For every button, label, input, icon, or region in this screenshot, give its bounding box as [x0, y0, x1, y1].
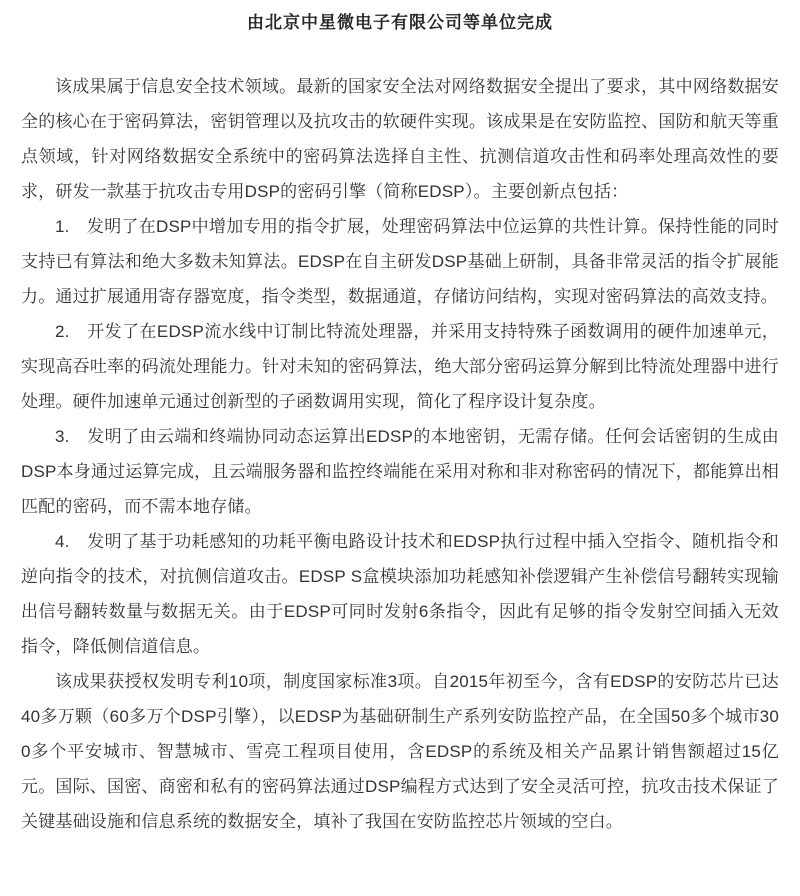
paragraph-summary: 该成果获授权发明专利10项，制度国家标准3项。自2015年初至今，含有EDSP的安防芯片已达40多万颗（60多万个DSP引擎），以EDSP为基础研制生产系列安防监控产品，在全国50多个城市300多个平安城市、智慧城市、雪亮工程项目使用，含EDSP的系统及相关产品累计销售额超过15亿元。国际、国密、商密和私有的密码算法通过DSP编程方式达到了安全灵活可控，抗攻击技术保证了关键基础设施和信息系统的数据安全，填补了我国在安防监控芯片领域的空白。	[21, 672, 779, 831]
paragraph-intro: 该成果属于信息安全技术领域。最新的国家安全法对网络数据安全提出了要求，其中网络数据安全的核心在于密码算法，密钥管理以及抗攻击的软硬件实现。该成果是在安防监控、国防和航天等重点领域，针对网络数据安全系统中的密码算法选择自主性、抗测信道攻击性和码率处理高效性的要求，研发一款基于抗攻击专用DSP的密码引擎（简称EDSP）。主要创新点包括：	[21, 77, 779, 201]
page-title: 由北京中星微电子有限公司等单位完成	[247, 13, 553, 32]
document-page	[0, 13, 800, 896]
paragraph-point-1: 1. 发明了在DSP中增加专用的指令扩展，处理密码算法中位运算的共性计算。保持性能的同时支持已有算法和绝大多数未知算法。EDSP在自主研发DSP基础上研制，具备非常灵活的指令扩展能力。通过扩展通用寄存器宽度，指令类型，数据通道，存储访问结构，实现对密码算法的高效支持。	[21, 217, 779, 306]
paragraph-point-4: 4. 发明了基于功耗感知的功耗平衡电路设计技术和EDSP执行过程中插入空指令、随机指令和逆向指令的技术，对抗侧信道攻击。EDSP S盒模块添加功耗感知补偿逻辑产生补偿信号翻转实现输出信号翻转数量与数据无关。由于EDSP可同时发射6条指令，因此有足够的指令发射空间插入无效指令，降低侧信道信息。	[21, 532, 779, 656]
document-body	[21, 69, 779, 839]
paragraph-point-3: 3. 发明了由云端和终端协同动态运算出EDSP的本地密钥，无需存储。任何会话密钥的生成由DSP本身通过运算完成，且云端服务器和监控终端能在采用对称和非对称密码的情况下，都能算出相匹配的密码，而不需本地存储。	[21, 427, 779, 516]
paragraph-point-2: 2. 开发了在EDSP流水线中订制比特流处理器，并采用支持特殊子函数调用的硬件加速单元，实现高吞吐率的码流处理能力。针对未知的密码算法，绝大部分密码运算分解到比特流处理器中进行处理。硬件加速单元通过创新型的子函数调用实现，简化了程序设计复杂度。	[21, 322, 779, 411]
